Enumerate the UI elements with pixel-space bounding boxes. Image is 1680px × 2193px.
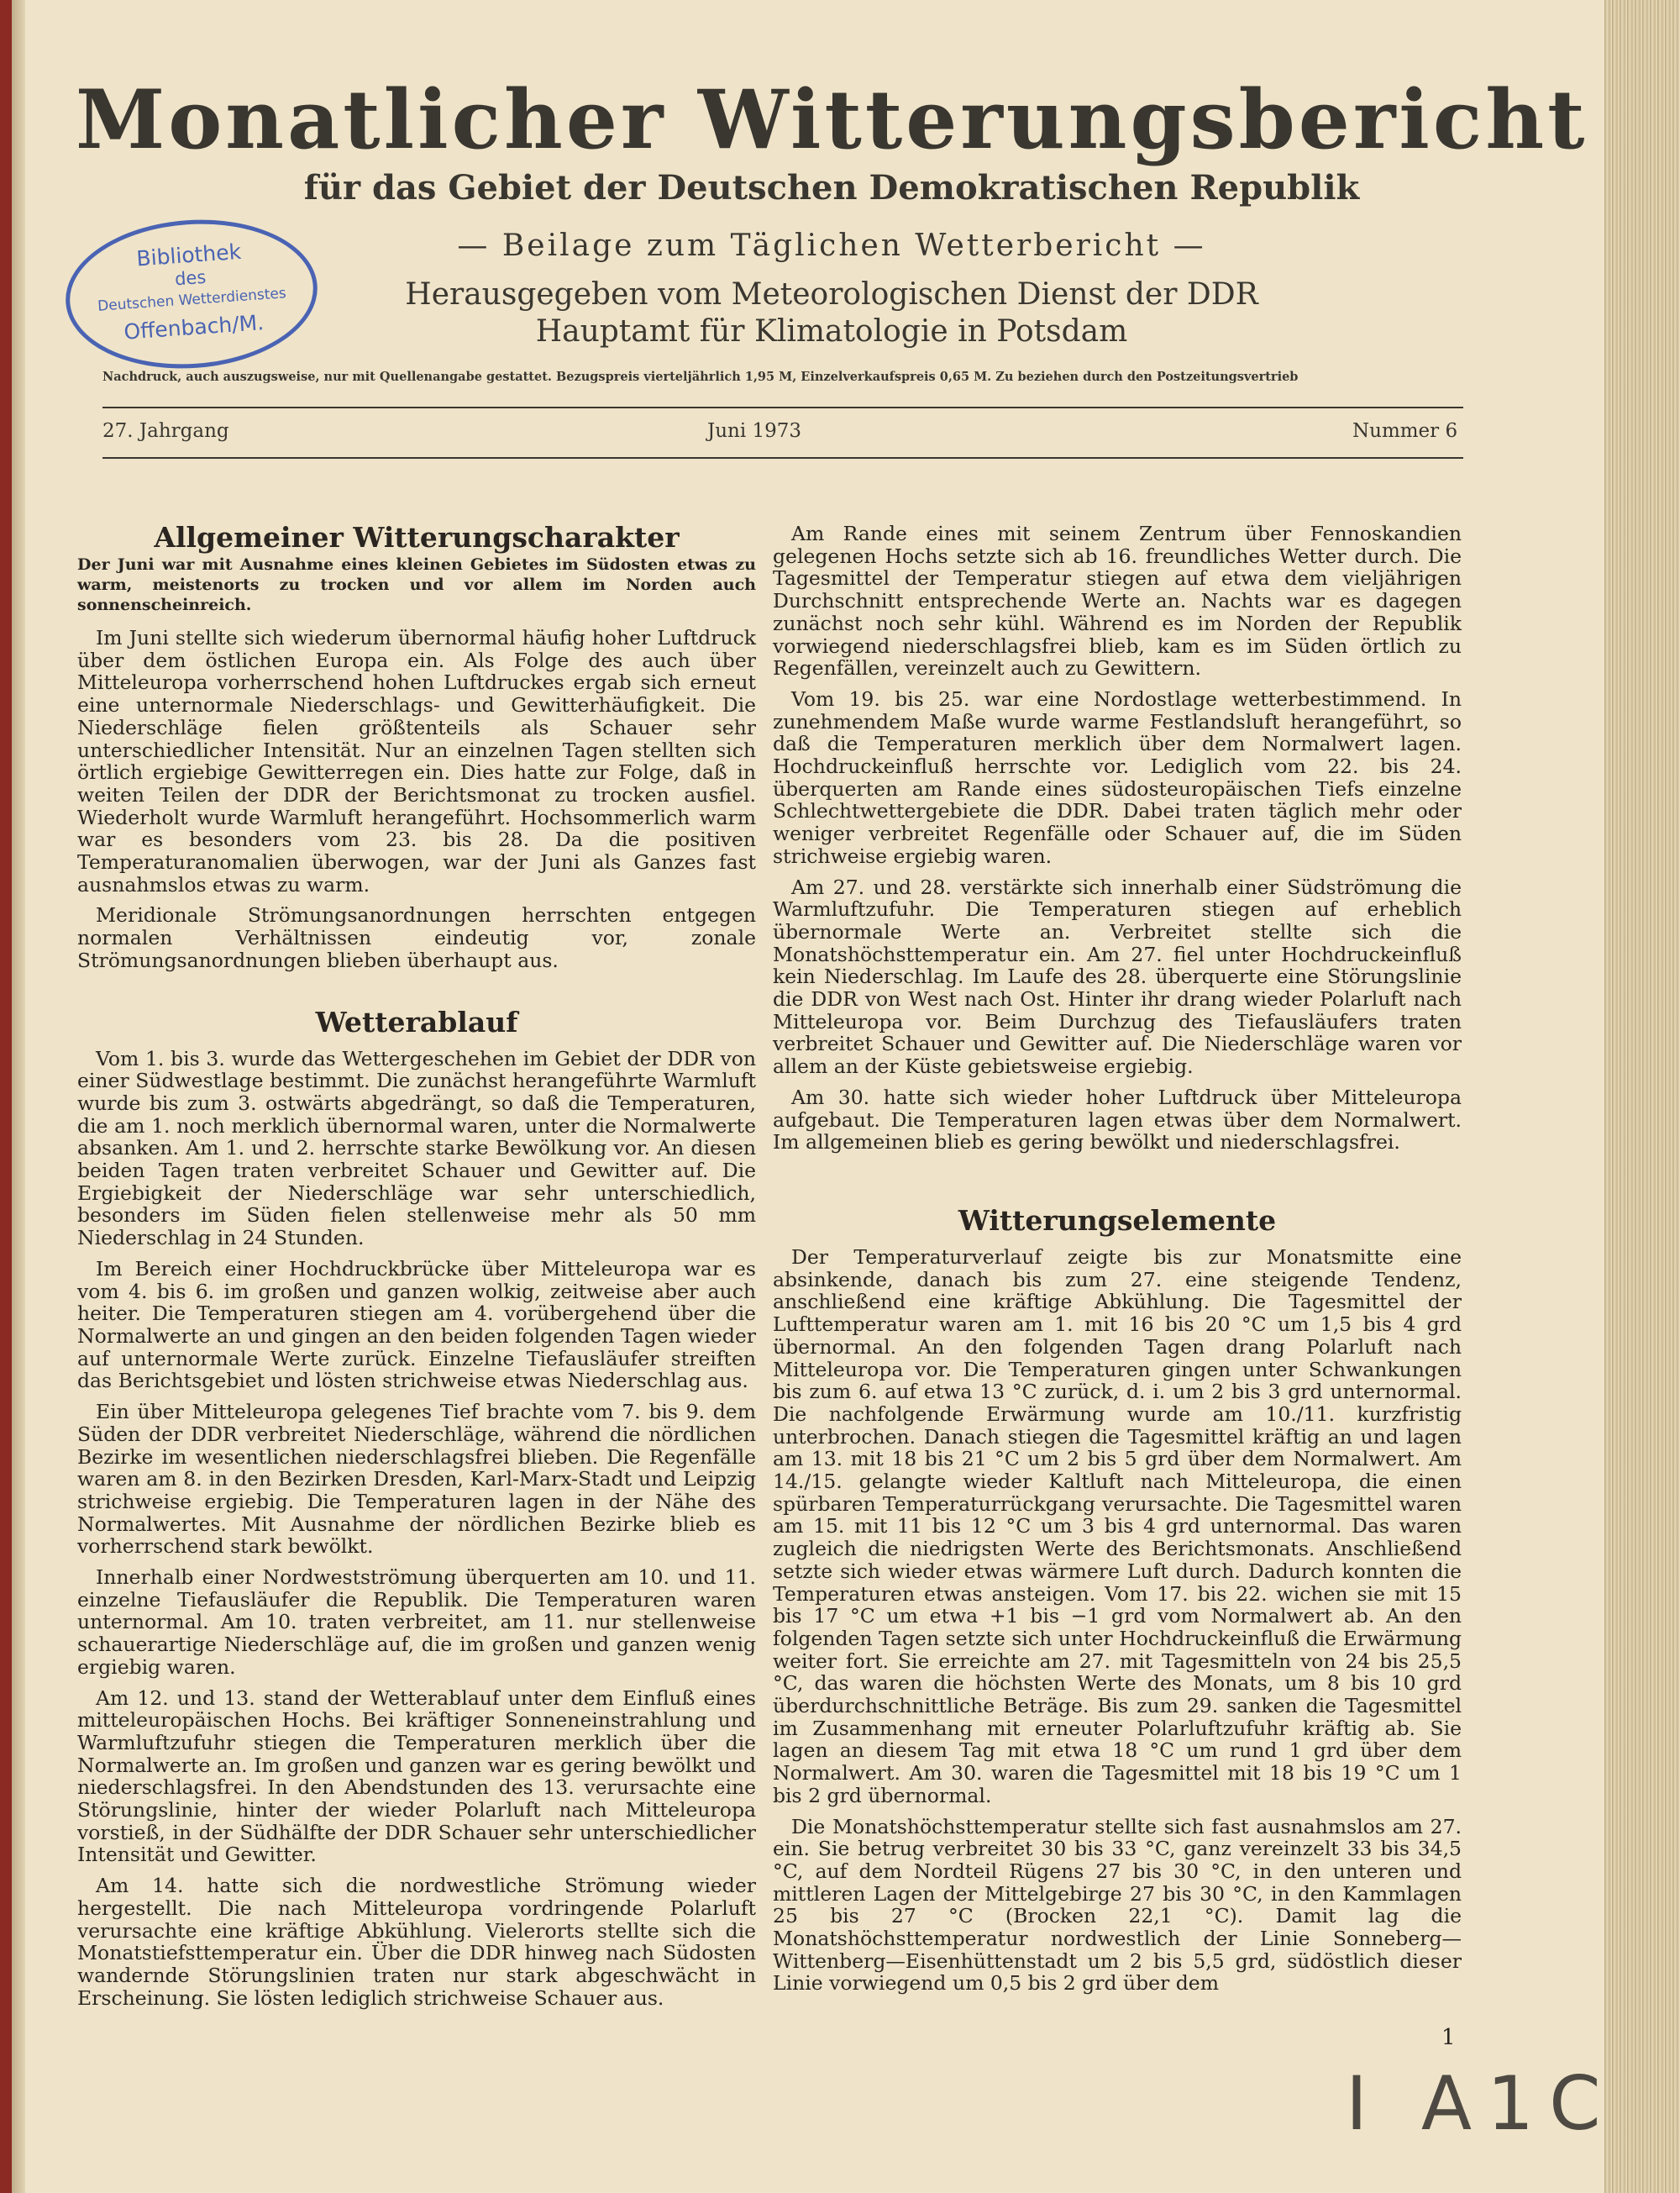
paragraph: Der Temperaturverlauf zeigte bis zur Monatsmitte eine absinkende, danach bis zum 27. eine steigende Tendenz, anschließend eine kräftige Abkühlung. Die Tagesmittel der Lufttemperatur waren am 1. mit 16 bis 20 °C um 1,5 bis 4 grd übernormal. An den folgenden Tagen drang Polarluft nach Mitteleuropa vor. Die Temperaturen gingen unter Schwankungen bis zum 6. auf etwa 13 °C zurück, d. i. um 2 bis 3 grd unternormal. Die nachfolgende Erwärmung wurde am 10./11. kurzfristig unterbrochen. Danach stiegen die Tagesmittel kräftig an und lagen am 13. mit 18 bis 21 °C um 2 bis 5 grd über dem Normalwert. Am 14./15. gelangte wieder Kaltluft nach Mitteleuropa, die einen spürbaren Temperaturrückgang verursachte. Die Tagesmittel waren am 15. mit 11 bis 12 °C um 3 bis 4 grd unternormal. Das waren zugleich die niedrigsten Werte des Berichtsmonats. Anschließend setzte sich wieder etwas wärmere Luft durch. Dadurch konnten die Temperaturen etwas ansteigen. Vom 17. bis 22. wichen sie mit 15 bis 17 °C um etwa +1 bis −1 grd vom Normalwert ab. An den folgenden Tagen setzte sich unter Hochdruckeinfluß die Erwärmung weiter fort. Sie erreichte am 27. mit Tagesmitteln von 24 bis 25,5 °C, das waren die höchsten Werte des Monats, um 8 bis 10 grd überdurchschnittliche Beträge. Bis zum 29. sanken die Tagesmittel im Zusammenhang mit erneuter Polarluftzufuhr kräftig ab. Sie lagen an diesem Tag mit etwa 18 °C um rund 1 grd über dem Normalwert. Am 30. waren die Tagesmittel mit 18 bis 19 °C um 1 bis 2 grd übernormal. <box>773 1244 1462 1807</box>
reprint-notice: Nachdruck, auch auszugsweise, nur mit Quellenangabe gestattet. Bezugspreis vierteljährlich 1,95 M, Einzelverkaufspreis 0,65 M. Zu beziehen durch den Postzeitungsvertrieb <box>102 370 1299 384</box>
paragraph: Im Juni stellte sich wiederum übernormal häufig hoher Luftdruck über dem östlichen Europa ein. Als Folge des auch über Mitteleuropa vorherrschend hohen Luftdruckes ergab sich erneut eine unternormale Niederschlags- und Gewitterhäufigkeit. Die Niederschläge fielen größtenteils als Schauer sehr unterschiedlicher Intensität. Nur an einzelnen Tagen stellten sich örtlich ergiebige Gewitterregen ein. Dies hatte zur Folge, daß in weiten Teilen der DDR der Berichtsmonat zu trocken ausfiel. Wiederholt wurde Warmluft herangeführt. Hochsommerlich warm war es besonders vom 23. bis 28. Da die positiven Temperaturanomalien überwogen, war der Juni als Ganzes fast ausnahmslos etwas zu warm. <box>77 626 756 897</box>
publisher-line: Herausgegeben vom Meteorologischen Dienst der DDR <box>405 277 1258 312</box>
paragraph: Ein über Mitteleuropa gelegenes Tief brachte vom 7. bis 9. dem Süden der DDR verbreitet Niederschläge, während die nördlichen Bezirke im wesentlichen niederschlagsfrei blieben. Die Regenfälle waren am 8. in den Bezirken Dresden, Karl-Marx-Stadt und Leipzig strichweise ergiebig. Die Temperaturen lagen in der Nähe des Normalwertes. Mit Ausnahme der nördlichen Bezirke blieb es vorherrschend stark bewölkt. <box>77 1400 756 1559</box>
header-rule-bottom <box>102 457 1463 459</box>
document-page <box>25 0 1616 2193</box>
paragraph: Meridionale Strömungsanordnungen herrschten entgegen normalen Verhältnissen eindeutig vor, zonale Strömungsanordnungen blieben überhaupt aus. <box>77 903 756 972</box>
paragraph: Am 27. und 28. verstärkte sich innerhalb einer Südströmung die Warmluftzufuhr. Die Temperaturen stiegen auf erheblich übernormale Werte an. Verbreitet stellte sich die Monatshöchsttemperatur ein. Am 27. fiel unter Hochdruckeinfluß kein Niederschlag. Im Laufe des 28. überquerte eine Störungslinie die DDR von West nach Ost. Hinter ihr drang wieder Polarluft nach Mitteleuropa vor. Beim Durchzug des Tiefausläufers traten verbreitet Schauer und Gewitter auf. Die Niederschläge waren vor allem an der Küste gebietsweise ergiebig. <box>773 875 1462 1079</box>
volume-label: 27. Jahrgang <box>102 420 229 442</box>
right-column <box>773 523 1462 2003</box>
stamp-line-2: des <box>174 266 207 290</box>
masthead-title: Monatlicher Witterungsbericht <box>76 72 1588 167</box>
issue-number: Nummer 6 <box>1352 420 1458 442</box>
paragraph: Innerhalb einer Nordwestströmung überquerten am 10. und 11. einzelne Tiefausläufer die Republik. Die Temperaturen waren unternormal. Am 10. traten verbreitet, am 11. nur stellenweise schauerartige Niederschläge auf, die im großen und ganzen wenig ergiebig waren. <box>77 1565 756 1679</box>
section-heading-weather: Wetterablauf <box>315 1005 518 1039</box>
left-column <box>77 521 756 2017</box>
section-heading-elements: Witterungselemente <box>958 1203 1277 1237</box>
book-binding <box>0 0 12 2193</box>
paragraph: Die Monatshöchsttemperatur stellte sich fast ausnahmslos am 27. ein. Sie betrug verbreitet 30 bis 33 °C, ganz vereinzelt 33 bis 34,5 °C, auf dem Nordteil Rügens 27 bis 30 °C, in den unteren und mittleren Lagen der Mittelgebirge 27 bis 30 °C, in den Kammlagen 25 bis 27 °C (Brocken 22,1 °C). Damit lag die Monatshöchsttemperatur nordwestlich der Linie Sonneberg—Wittenberg—Eisenhüttenstadt um 2 bis 5,5 grd, südöstlich dieser Linie vorwiegend um 0,5 bis 2 grd über dem <box>773 1814 1462 1996</box>
paragraph: Am 30. hatte sich wieder hoher Luftdruck über Mitteleuropa aufgebaut. Die Temperaturen lagen etwas über dem Normalwert. Im allgemeinen blieb es gering bewölkt und niederschlagsfrei. <box>773 1085 1462 1154</box>
library-stamp <box>60 212 323 376</box>
binding-gutter <box>12 0 25 2193</box>
paragraph: Am 14. hatte sich die nordwestliche Strömung wieder hergestellt. Die nach Mitteleuropa vordringende Polarluft verursachte eine kräftige Abkühlung. Vielerorts stellte sich die Monatstiefsttemperatur ein. Über die DDR hinweg nach Südosten wandernde Störungslinien traten nur stark abgeschwächt in Erscheinung. Sie lösten lediglich strichweise Schauer aus. <box>77 1874 756 2010</box>
section-heading-character: Allgemeiner Witterungscharakter <box>154 521 680 554</box>
page-number: 1 <box>1441 2025 1456 2050</box>
paragraph: Am 12. und 13. stand der Wetterablauf unter dem Einfluß eines mitteleuropäischen Hochs. Bei kräftiger Sonneneinstrahlung und Warmluftzufuhr stiegen die Temperaturen merklich über die Normalwerte an. Im großen und ganzen war es gering bewölkt und niederschlagsfrei. In den Abendstunden des 13. verursachte eine Störungslinie, hinter der wieder Polarluft nach Mitteleuropa vorstieß, in der Südhälfte der DDR Schauer sehr unterschiedlicher Intensität und Gewitter. <box>77 1686 756 1867</box>
paragraph: Vom 1. bis 3. wurde das Wettergeschehen im Gebiet der DDR von einer Südwestlage bestimmt. Die zunächst herangeführte Warmluft wurde bis zum 3. ostwärts abgedrängt, so daß die Temperaturen, die am 1. noch merklich übernormal waren, unter die Normalwerte absanken. Am 1. und 2. herrschte starke Bewölkung vor. An diesen beiden Tagen traten verbreitet Schauer und Gewitter auf. Die Ergiebigkeit der Niederschläge war sehr unterschiedlich, besonders im Süden fielen stellenweise mehr als 50 mm Niederschlag in 24 Stunden. <box>77 1046 756 1250</box>
page-edges <box>1604 0 1680 2193</box>
stamp-line-4: Offenbach/M. <box>123 310 265 344</box>
stamp-line-3: Deutschen Wetterdienstes <box>97 285 287 315</box>
paragraph: Vom 19. bis 25. war eine Nordostlage wetterbestimmend. In zunehmendem Maße wurde warme Festlandsluft herangeführt, so daß die Temperaturen merklich über dem Normalwert lagen. Hochdruckeinfluß herrschte vor. Lediglich vom 22. bis 24. überquerten am Rande eines südosteuropäischen Tiefs einzelne Schlechtwettergebiete die DDR. Dabei traten täglich mehr oder weniger verbreitet Regenfälle oder Schauer auf, die im Süden strichweise ergiebig waren. <box>773 686 1462 868</box>
summary-lead: Der Juni war mit Ausnahme eines kleinen Gebietes im Südosten etwas zu warm, meistenorts zu trocken und vor allem im Norden auch sonnenscheinreich. <box>77 555 756 614</box>
paragraph: Im Bereich einer Hochdruckbrücke über Mitteleuropa war es vom 4. bis 6. im großen und ganzen wolkig, zeitweise aber auch heiter. Die Temperaturen stiegen am 4. vorübergehend über die Normalwerte an und gingen an den beiden folgenden Tagen wieder auf unternormale Werte zurück. Einzelne Tiefausläufer streiften das Berichtsgebiet und lösten strichweise etwas Niederschlag aus. <box>77 1256 756 1393</box>
header-rule-top <box>102 407 1463 408</box>
office-line: Hauptamt für Klimatologie in Potsdam <box>535 314 1128 349</box>
handwritten-shelfmark: I A1C <box>1346 2060 1616 2147</box>
supplement-line: — Beilage zum Täglichen Wetterbericht — <box>457 229 1206 263</box>
paragraph: Am Rande eines mit seinem Zentrum über Fennoskandien gelegenen Hochs setzte sich ab 16. freundliches Wetter durch. Die Tagesmittel der Temperatur stiegen auf etwa dem vieljährigen Durchschnitt entsprechende Werte an. Nachts war es dagegen zunächst noch sehr kühl. Während es im Norden der Republik vorwiegend niederschlagsfrei blieb, kam es im Süden örtlich zu Regenfällen, vereinzelt auch zu Gewittern. <box>773 522 1462 681</box>
masthead-subtitle: für das Gebiet der Deutschen Demokratischen Republik <box>303 168 1360 208</box>
issue-date: Juni 1973 <box>707 420 802 442</box>
stamp-line-1: Bibliothek <box>135 239 242 271</box>
